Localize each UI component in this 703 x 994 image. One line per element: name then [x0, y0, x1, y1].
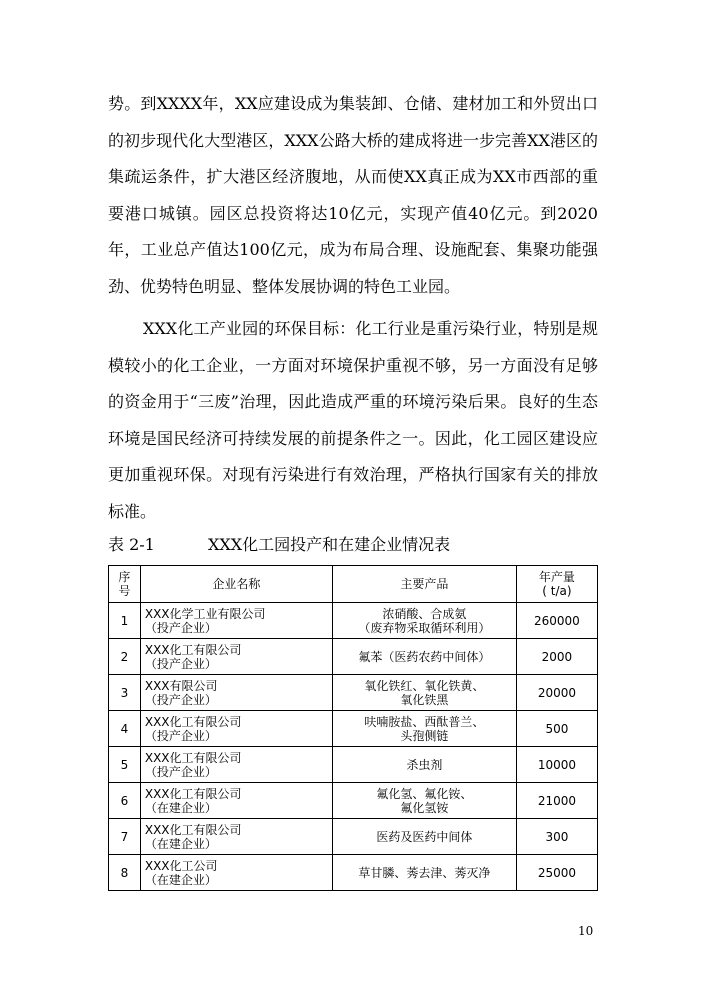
cell-no: 3 — [109, 675, 141, 711]
cell-name: XXX化工有限公司 （投产企业） — [140, 639, 332, 675]
cell-no: 4 — [109, 711, 141, 747]
cell-product: 浓硝酸、合成氨 （废弃物采取循环利用） — [332, 603, 516, 639]
table-row — [109, 675, 598, 711]
table-row — [109, 603, 598, 639]
cell-output: 260000 — [516, 603, 597, 639]
cell-output: 10000 — [516, 747, 597, 783]
cell-name: XXX化工有限公司 （在建企业） — [140, 783, 332, 819]
table-caption-title: XXX化工园投产和在建企业情况表 — [208, 535, 451, 554]
table-row — [109, 639, 598, 675]
body-paragraph-1: 势。到XXXX年，XX应建设成为集装卸、仓储、建材加工和外贸出口的初步现代化大型港区，XXX公路大桥的建成将进一步完善XX港区的集疏运条件，扩大港区经济腹地，从而使XX真正成为XX市西部的重要港口城镇。园区总投资将达10亿元，实现产值40亿元。到2020年，工业总产值达100亿元，成为布局合理、设施配套、集聚功能强劲、优势特色明显、整体发展协调的特色工业园。 — [108, 94, 598, 296]
cell-output: 500 — [516, 711, 597, 747]
cell-product: 氧化铁红、氧化铁黄、 氧化铁黑 — [332, 675, 516, 711]
table-row — [109, 747, 598, 783]
cell-name: XXX化学工业有限公司 （投产企业） — [140, 603, 332, 639]
cell-name: XXX化工有限公司 （投产企业） — [140, 747, 332, 783]
table-row — [109, 711, 598, 747]
table-caption-number: 表 2-1 — [108, 535, 155, 554]
header-no: 序 号 — [109, 566, 141, 603]
body-paragraph-2: XXX化工产业园的环保目标：化工行业是重污染行业，特别是规模较小的化工企业，一方面对环境保护重视不够，另一方面没有足够的资金用于“三废”治理，因此造成严重的环境污染后果。良好的生态环境是国民经济可持续发展的前提条件之一。因此，化工园区建设应更加重视环保。对现有污染进行有效治理，严格执行国家有关的排放标准。 — [108, 319, 598, 521]
cell-output: 2000 — [516, 639, 597, 675]
cell-no: 8 — [109, 855, 141, 891]
header-product: 主要产品 — [332, 566, 516, 603]
cell-output: 25000 — [516, 855, 597, 891]
table-row — [109, 855, 598, 891]
cell-name: XXX化工有限公司 （投产企业） — [140, 711, 332, 747]
cell-product: 医药及医药中间体 — [332, 819, 516, 855]
cell-output: 21000 — [516, 783, 597, 819]
cell-no: 7 — [109, 819, 141, 855]
table-header-row — [109, 566, 598, 603]
enterprise-table — [108, 565, 598, 891]
cell-product: 呋喃胺盐、西酞普兰、 头孢侧链 — [332, 711, 516, 747]
cell-output: 20000 — [516, 675, 597, 711]
cell-product: 氟化氢、氟化铵、 氟化氢铵 — [332, 783, 516, 819]
cell-no: 5 — [109, 747, 141, 783]
cell-product: 氟苯（医药农药中间体） — [332, 639, 516, 675]
cell-product: 杀虫剂 — [332, 747, 516, 783]
cell-name: XXX有限公司 （投产企业） — [140, 675, 332, 711]
header-name: 企业名称 — [140, 566, 332, 603]
cell-name: XXX化工公司 （在建企业） — [140, 855, 332, 891]
cell-no: 6 — [109, 783, 141, 819]
cell-output: 300 — [516, 819, 597, 855]
cell-name: XXX化工有限公司 （在建企业） — [140, 819, 332, 855]
table-row — [109, 783, 598, 819]
cell-no: 2 — [109, 639, 141, 675]
table-caption — [108, 533, 598, 557]
header-output: 年产量 ( t/a) — [516, 566, 597, 603]
table-row — [109, 819, 598, 855]
page-number: 10 — [578, 924, 594, 938]
cell-no: 1 — [109, 603, 141, 639]
cell-product: 草甘膦、莠去津、莠灭净 — [332, 855, 516, 891]
